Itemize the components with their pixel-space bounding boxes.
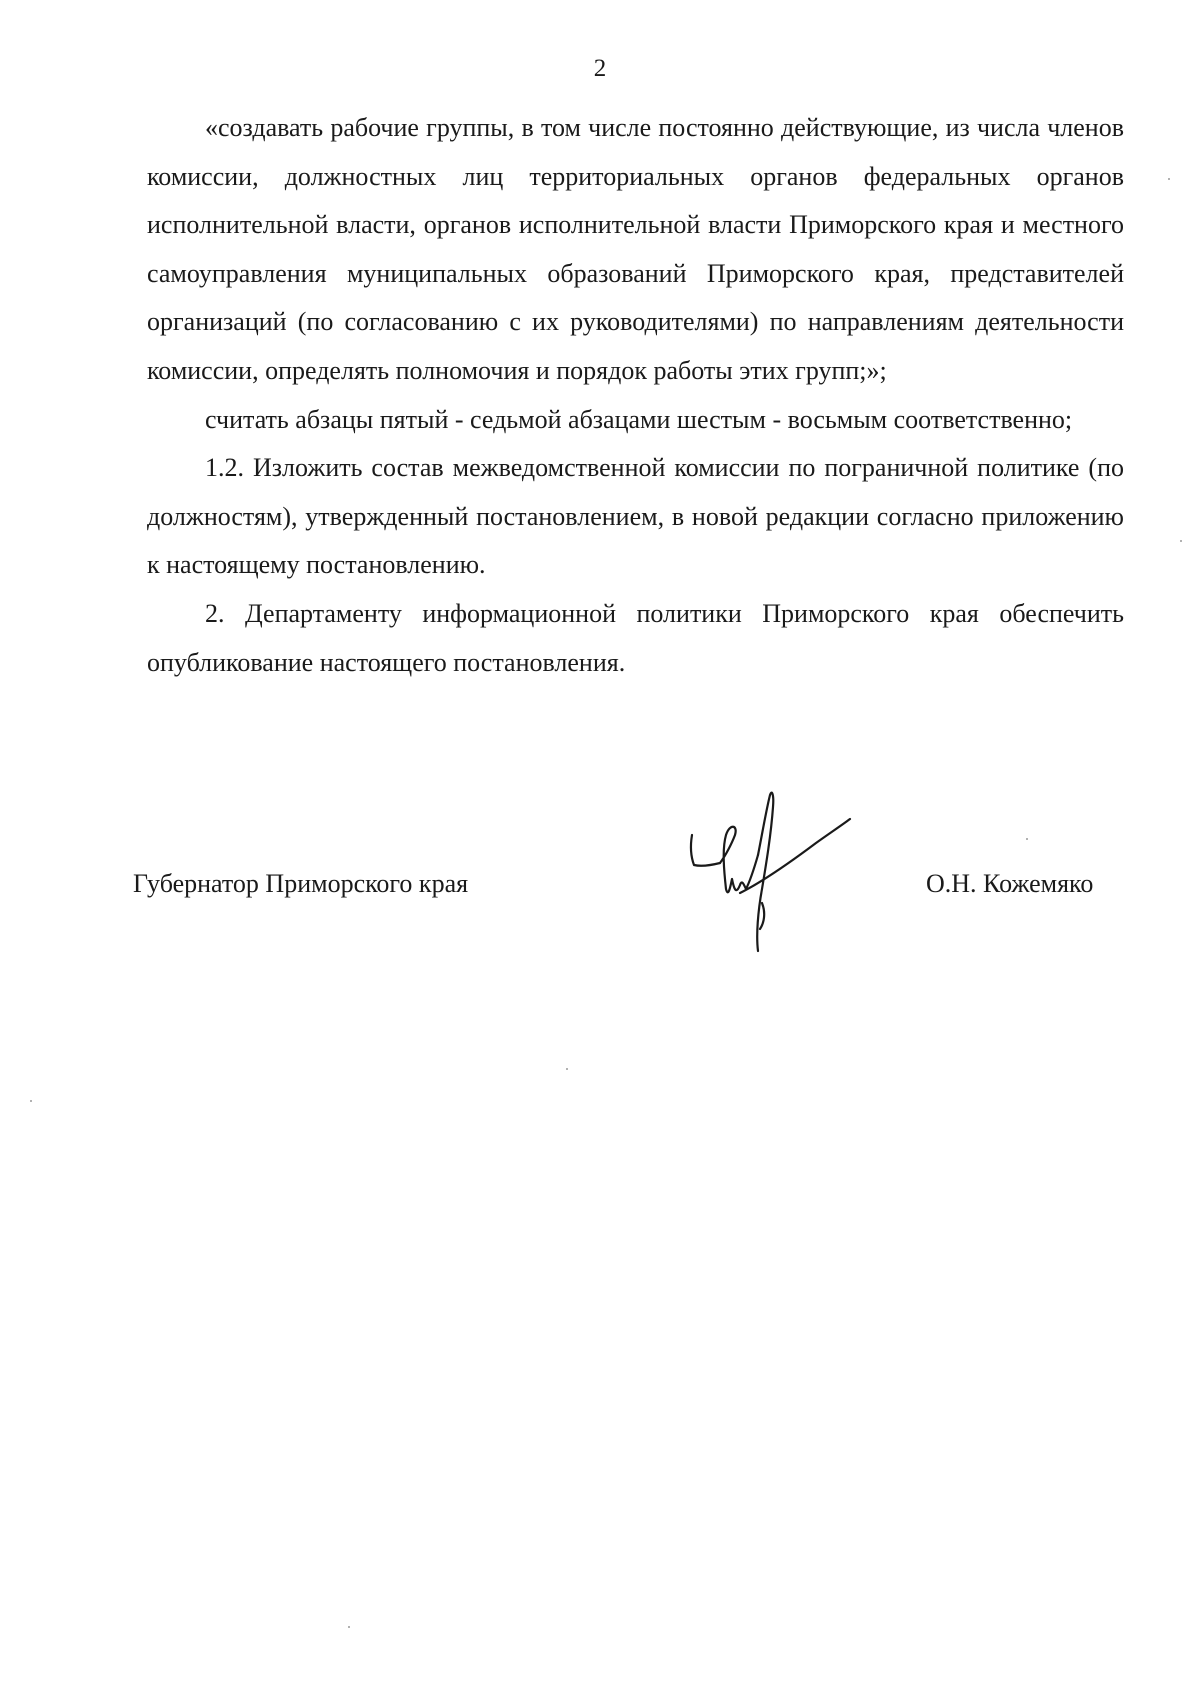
paragraph-renumber-paragraphs: считать абзацы пятый - седьмой абзацами шестым - восьмым соответственно; [205, 404, 1073, 434]
signature-block [0, 868, 1200, 908]
paragraph-publication: 2. Департаменту информационной политики Приморского края обеспечить опубликование настоящего постановления. [147, 598, 1124, 677]
page-number: 2 [593, 55, 607, 82]
signatory-position: Губернатор Приморского края [133, 869, 469, 898]
scan-speck [566, 1068, 568, 1070]
scan-speck [1180, 540, 1182, 542]
scan-speck [348, 1626, 350, 1628]
handwritten-signature-icon [680, 785, 860, 955]
scan-speck [30, 1100, 32, 1102]
signatory-name: О.Н. Кожемяко [926, 869, 1094, 898]
paragraph-working-groups: «создавать рабочие группы, в том числе постоянно действующие, из числа членов комиссии, должностных лиц территориальных органов федеральных органов исполнительной власти, органов исполнительной власти Приморского края и местного самоуправления муниципальных образований Приморского края, представителей организаций (по согласованию с их руководителями) по направлениям деятельности комиссии, определять полномочия и порядок работы этих групп;»; [147, 113, 1124, 385]
paragraph-commission-composition: 1.2. Изложить состав межведомственной комиссии по пограничной политике (по должностям), утвержденный постановлением, в новой редакции согласно приложению к настоящему постановлению. [147, 453, 1124, 580]
scan-speck [1168, 178, 1170, 180]
document-body [147, 104, 1124, 687]
scan-speck [1026, 838, 1028, 840]
